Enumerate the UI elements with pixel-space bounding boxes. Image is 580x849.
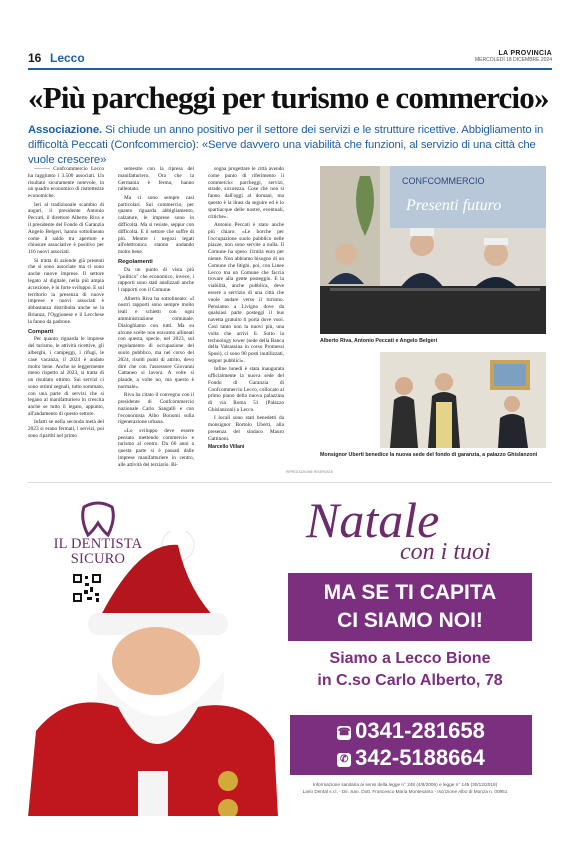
dentist-logo (42, 501, 154, 581)
ad-fine-print-line-1: Informazione sanitaria ai sensi della legge n° 248 (4/8/2006) e legge n° 145 (30/12/2018) (312, 782, 498, 787)
article-paragraph: Infine lunedì è stata inaugurata ufficialmente la nuova sede del Fondo di Garanzia di Confcommercio Lecco, collocato al primo piano della nuova palazzina di via Roma 51 (Palazzo Ghislanzoni) a Lecco. (208, 366, 284, 414)
phone-icon: ☎ (337, 727, 351, 738)
ad-slogan-line-2: CI SIAMO NOI! (337, 609, 483, 632)
section-title: Lecco (50, 51, 85, 65)
page-header (28, 50, 552, 66)
article-paragraph: Alberto Riva ha sottolineato: «I nostri rapporti sono sempre molto leali e schietti con ogni amministrazione comunale. Dialoghiamo con tutti. Ma su alcune scelte non eravamo allineati con questa, specie, nel 2023, sul regolamento di occupazione del suolo pubblico, ma nel corso del 2024, risolti punti di attrito, devo dire che con l'assessore Giovanni Cattaneo si lavora. A volte si plaude, a volte no, ma questo è normale». (118, 295, 194, 390)
article-paragraph: Per quanto riguarda le imprese del turismo, le attività ricettive, gli alberghi, i campeggi, i rifugi, le case vacanza, il 2024 è andato molto bene. Anche se leggermente meno rispetto al 2023, si tratta di un risultato ottimo. Sui servizi ci sono ottimi segnali, tutto sommato, con una parte di servizi che si legano al manifatturiero in crescita anche se tutto il legato, appunto, all'andamento di questo settore. (28, 336, 104, 418)
article-paragraph: Ieri al tradizionale scambio di auguri, il presidente Antonio Peccati, il direttore Alberto Riva e il presidente del Fondo di Garanzia Angelo Belgeri, hanno sottolineato come il saldo tra aperture e chiusure associative è positivo per 116 nuovi associati. (28, 201, 104, 256)
page-number: 16 (28, 51, 42, 65)
article-paragraph: Ma ci sono sempre casi particolari. Sul commercio, per quanto riguarda abbigliamento, calzature, le imprese sono in difficoltà. Ma si resiste, seppur con difficoltà. E il settore che soffre di più. Mentre i negozi legati all'elettronica stanno andando molto bene. (118, 194, 194, 256)
article-paragraph: Si tratta di aziende già presenti che si sono associate ma ci sono anche nuove imprese. Il settore legato al digitale, nella più ampia accezione, è in forte sviluppo. E sul territorio la presenza di nuove imprese e nuovi associati è abbastanza distribuita anche se la Brianza, l'Oggionese e il Lecchese la fanno da padrone. (28, 257, 104, 325)
tooth-icon (78, 501, 118, 537)
article-paragraph: Riva ha citato il convegno con il presidente di Confcommercio nazionale Carlo Sangalli e con l'economista Albo Bonomi sulla rigenerazione urbana. (118, 392, 194, 426)
article-paragraph: sogna progettare le città avendo come punto di riferimento il commercio: parcheggi, servizi, strade, sicurezza. Cose che non si fanno dall'oggi al domani, ma questo è la linea da seguire ed è lo spartiacque delle nostre, eventuali, critiche». (208, 166, 284, 220)
deck-text: Si chiude un anno positivo per il settore dei servizi e le strutture ricettive. Abbigliamento in difficoltà Peccati (Confcommercio): «Serve davvero una viabilità che funzioni, al servizio di una città che vuole crescere» (28, 124, 544, 166)
article-column-3 (208, 166, 284, 486)
ad-slogan-line-1: MA SE TI CAPITA (323, 581, 497, 604)
photo-meeting (320, 166, 546, 334)
dentist-logo-text: IL DENTISTA SICURO (53, 536, 143, 567)
ad-phone-landline[interactable] (290, 718, 532, 744)
ad-phone-box (290, 715, 532, 775)
deck-label: Associazione. (28, 124, 103, 136)
photo-meeting-image (320, 166, 546, 334)
backdrop-text: Presenti futuro (406, 197, 502, 214)
article-column-2 (118, 166, 194, 486)
ad-phone-mobile-number: 342-5188664 (355, 745, 485, 770)
article-paragraph: Infatti se nella seconda metà del 2023 si erano fermati, i servizi, poi sono ripartiti nel primo (28, 419, 104, 440)
advertisement (28, 482, 552, 816)
svg-text:CONFCOMMERCIO: CONFCOMMERCIO (402, 176, 485, 186)
article-subheading: Comparti (28, 328, 54, 335)
issue-date: MERCOLEDÌ 18 DICEMBRE 2024 (475, 57, 552, 63)
ad-location-line-1: Siamo a Lecco Bione (329, 650, 491, 667)
ad-slogan-box (288, 573, 532, 641)
masthead (475, 50, 552, 63)
ad-fine-print-line-2: Lario Dental s.r.l. - Dir. San. Dott. Francesco Maria Montesanto - Iscrizione Albo di Monza n. 00951 (302, 789, 508, 794)
article-paragraph: Da un punto di vista più "politico" che economico, invece, i rapporti sono stati analizzati anche i rapporti con il Comune. (118, 266, 194, 294)
masthead-name: LA PROVINCIA (498, 50, 552, 57)
whatsapp-icon: ✆ (337, 753, 351, 767)
photo-blessing-image (380, 352, 546, 448)
article-column-1 (28, 166, 104, 486)
photo-meeting-caption: Alberto Riva, Antonio Peccati e Angelo Belgeri (320, 338, 438, 344)
article-deck (28, 123, 552, 168)
ad-title-natale: Natale (306, 492, 440, 548)
article-paragraph: semestre con la ripresa del manifatturiero. Ora che la Germania è ferma, hanno rallentato. (118, 166, 194, 193)
ad-title-con-i-tuoi: con i tuoi (400, 539, 491, 565)
article-paragraph: ——— Confcommercio Lecco ha raggiunto i 3.500 associati. Un risultato sicuramente notevole, in un quadro economico di ristrettezze economiche. (28, 166, 104, 200)
photo-blessing-caption: Monsignor Uberti benedice la nuova sede del fondo di garanzia, a palazzo Ghislanzoni (320, 452, 538, 458)
qr-code-icon (72, 573, 102, 603)
article-subheading: Regolamenti (118, 258, 153, 265)
ad-location-line-2: in C.so Carlo Alberto, 78 (317, 672, 503, 689)
article-paragraph: I locali sono stati benedetti da monsignor Bortolo Uberti, alla presenza del sindaco Mauro Gattinoni. (208, 415, 284, 442)
article-paragraph: «Lo sviluppo deve essere pensato mettendo commercio e turismo al centro. Da 60 anni a questa parte si è passati dalle imprese manifatturiere in centro, alle attività del terziario. Bi- (118, 427, 194, 468)
article-byline: Marcello Villani (208, 444, 245, 451)
ad-fine-print (264, 781, 546, 795)
article-paragraph: Antonio Peccati è stato anche più chiaro: «Le borche per l'occupazione suolo pubblico nelle piazze, non sono servite a nulla. Il Comune ha speso 11mila euro per niente. Non abbiamo bisogno di un Comune che litighi, poi, con Linee Lecco ma un Comune che faccia trovare alla gente posteggio. E la viabilità, anche pubblica, deve essere a servizio di una città che vuole andare verso il turismo. Pensiamo a Livigno dove da qualsiasi parte posteggi il bus navetta gratuito ti porta dove vuoi. Così tanto non la nuovi più, una volta che arrivi lì. Sotto la technology tower (sede della Banca della Valsassina in corso Promessi Sposi), ci sono 90 posti inutilizzati, seppur pubblici». (208, 221, 284, 364)
header-rule (28, 68, 552, 70)
ad-phone-landline-number: 0341-281658 (355, 718, 485, 743)
copyright-note: RIPRODUZIONE RISERVATA (286, 470, 333, 474)
article-headline: «Più parcheggi per turismo e commercio» (28, 80, 549, 115)
ad-phone-mobile[interactable] (290, 745, 532, 771)
photo-blessing (380, 352, 546, 448)
